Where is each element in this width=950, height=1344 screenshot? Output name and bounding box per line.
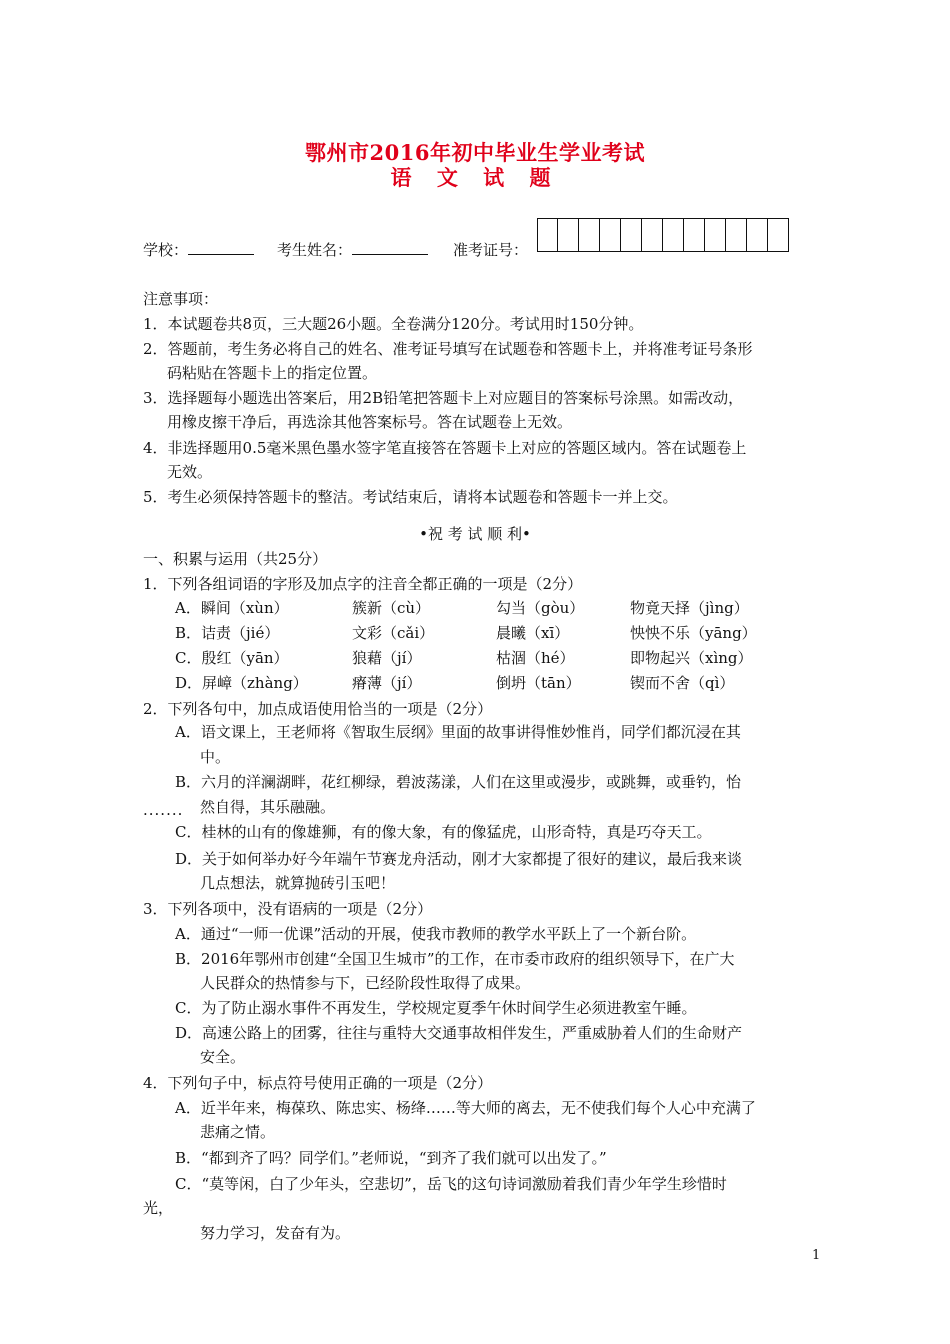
notes-heading: 注意事项：: [143, 290, 219, 308]
q1-option-cell: 怏怏不乐（yāng）: [630, 624, 757, 642]
q1-option-cell: 倒坍（tān）: [496, 674, 581, 692]
q1-option-cell: 瘠薄（jí）: [352, 674, 422, 692]
note-3-line-1: 3．选择题每小题选出答案后，用2B铅笔把答题卡上对应题目的答案标号涂黑。如需改动，: [143, 389, 744, 407]
q1-option-cell: B．诘责（jié）: [175, 624, 280, 642]
q1-option-cell: 物竟天择（jìng）: [630, 599, 749, 617]
q2-option-a: A．语文课上，王老师将《智取生辰纲》里面的故事讲得惟妙惟肖，同学们都沉浸在其: [175, 723, 741, 741]
exam-id-digit-box[interactable]: [642, 218, 663, 252]
school-label: 学校：: [143, 241, 189, 259]
exam-id-digit-box[interactable]: [747, 218, 768, 252]
q4-option-a: A．近半年来，梅葆玖、陈忠实、杨绛……等大师的离去，无不使我们每个人心中充满了: [175, 1099, 756, 1117]
q2-option-b: B．六月的洋澜湖畔，花红柳绿，碧波荡漾，人们在这里或漫步，或跳舞，或垂钓，怡: [175, 773, 742, 791]
q2-option-a-cont: 中。: [200, 748, 231, 766]
q1-option-cell: A．瞬间（xùn）: [175, 599, 289, 617]
note-4-line-1: 4．非选择题用0.5毫米黑色墨水签字笔直接答在答题卡上对应的答题区域内。答在试题卷上: [143, 439, 747, 457]
page-number: 1: [812, 1248, 821, 1263]
exam-subtitle: 语 文 试 题: [390, 165, 560, 190]
exam-id-digit-box[interactable]: [663, 218, 684, 252]
section-1-heading: 一、积累与运用（共25分）: [143, 550, 328, 568]
q1-option-cell: 锲而不舍（qì）: [630, 674, 735, 692]
exam-id-digit-box[interactable]: [579, 218, 600, 252]
name-blank[interactable]: [352, 238, 428, 255]
q2-option-b-cont: 然自得，其乐融融。: [200, 798, 336, 816]
q4-option-c: C．“莫等闲，白了少年头，空悲切”，岳飞的这句诗词激励着我们青少年学生珍惜时: [175, 1175, 727, 1193]
q4-option-c-cont-2: 努力学习，发奋有为。: [200, 1224, 351, 1242]
note-2-line-1: 2．答题前，考生务必将自己的姓名、准考证号填写在试题卷和答题卡上，并将准考证号条形: [143, 340, 753, 358]
school-field: [143, 238, 254, 262]
exam-id-digit-box[interactable]: [768, 218, 789, 252]
exam-id-boxes[interactable]: [537, 218, 789, 252]
q4-option-a-cont: 悲痛之情。: [200, 1123, 276, 1141]
note-2-line-2: 码粘贴在答题卡上的指定位置。: [167, 364, 378, 382]
q3-option-d: D．高速公路上的团雾，往往与重特大交通事故相伴发生，严重威胁着人们的生命财产: [175, 1024, 743, 1042]
q1-option-cell: 簇新（cù）: [352, 599, 431, 617]
q3-option-a: A．通过“一师一优课”活动的开展，使我市教师的教学水平跃上了一个新台阶。: [175, 925, 697, 943]
q1-option-cell: 枯涸（hé）: [496, 649, 575, 667]
q3-option-b: B．2016年鄂州市创建“全国卫生城市”的工作，在市委市政府的组织领导下，在广大: [175, 950, 735, 968]
q2-stem: 2．下列各句中，加点成语使用恰当的一项是（2分）: [143, 700, 493, 718]
q3-stem: 3．下列各项中，没有语病的一项是（2分）: [143, 900, 433, 918]
note-5: 5．考生必须保持答题卡的整洁。考试结束后，请将本试题卷和答题卡一并上交。: [143, 488, 678, 506]
q3-option-c: C．为了防止溺水事件不再发生，学校规定夏季午休时间学生必须进教室午睡。: [175, 999, 697, 1017]
q1-option-cell: 晨曦（xī）: [496, 624, 570, 642]
q4-option-b: B．“都到齐了吗？同学们。”老师说，“到齐了我们就可以出发了。”: [175, 1149, 607, 1167]
q2-option-c: C．桂林的山有的像雄狮，有的像大象，有的像猛虎，山形奇特，真是巧夺天工。: [175, 823, 712, 841]
exam-id-digit-box[interactable]: [558, 218, 579, 252]
name-label: 考生姓名：: [277, 241, 353, 259]
note-3-line-2: 用橡皮擦干净后，再选涂其他答案标号。答在试题卷上无效。: [167, 413, 573, 431]
exam-title: 鄂州市2016年初中毕业生学业考试: [305, 140, 645, 165]
emphasis-dots: ·······: [143, 805, 184, 823]
exam-id-digit-box[interactable]: [684, 218, 705, 252]
exam-id-digit-box[interactable]: [705, 218, 726, 252]
q1-option-cell: 勾当（gòu）: [496, 599, 585, 617]
q2-option-d: D．关于如何举办好今年端午节赛龙舟活动，刚才大家都提了很好的建议，最后我来谈: [175, 850, 743, 868]
q3-option-b-cont: 人民群众的热情参与下，已经阶段性取得了成果。: [200, 974, 531, 992]
exam-id-digit-box[interactable]: [621, 218, 642, 252]
exam-id-digit-box[interactable]: [726, 218, 747, 252]
id-label: 准考证号：: [453, 241, 529, 259]
exam-id-digit-box[interactable]: [600, 218, 621, 252]
q1-option-cell: 即物起兴（xìng）: [630, 649, 753, 667]
q1-stem: 1．下列各组词语的字形及加点字的注音全都正确的一项是（2分）: [143, 575, 583, 593]
note-4-line-2: 无效。: [167, 463, 213, 481]
q3-option-d-cont: 安全。: [200, 1048, 246, 1066]
q1-option-cell: C．殷红（yān）: [175, 649, 289, 667]
q4-option-c-cont: 光，: [143, 1199, 174, 1217]
exam-id-digit-box[interactable]: [537, 218, 558, 252]
q1-option-cell: D．屏嶂（zhàng）: [175, 674, 308, 692]
school-blank[interactable]: [188, 238, 254, 255]
q2-option-d-cont: 几点想法，就算抛砖引玉吧！: [200, 874, 396, 892]
name-field: [277, 238, 428, 262]
q4-stem: 4．下列句子中，标点符号使用正确的一项是（2分）: [143, 1074, 493, 1092]
q1-option-cell: 狼藉（jí）: [352, 649, 422, 667]
q1-option-cell: 文彩（cǎi）: [352, 624, 435, 642]
note-1: 1．本试题卷共8页，三大题26小题。全卷满分120分。考试用时150分钟。: [143, 315, 644, 333]
good-luck-wish: •祝 考 试 顺 利•: [419, 525, 531, 543]
